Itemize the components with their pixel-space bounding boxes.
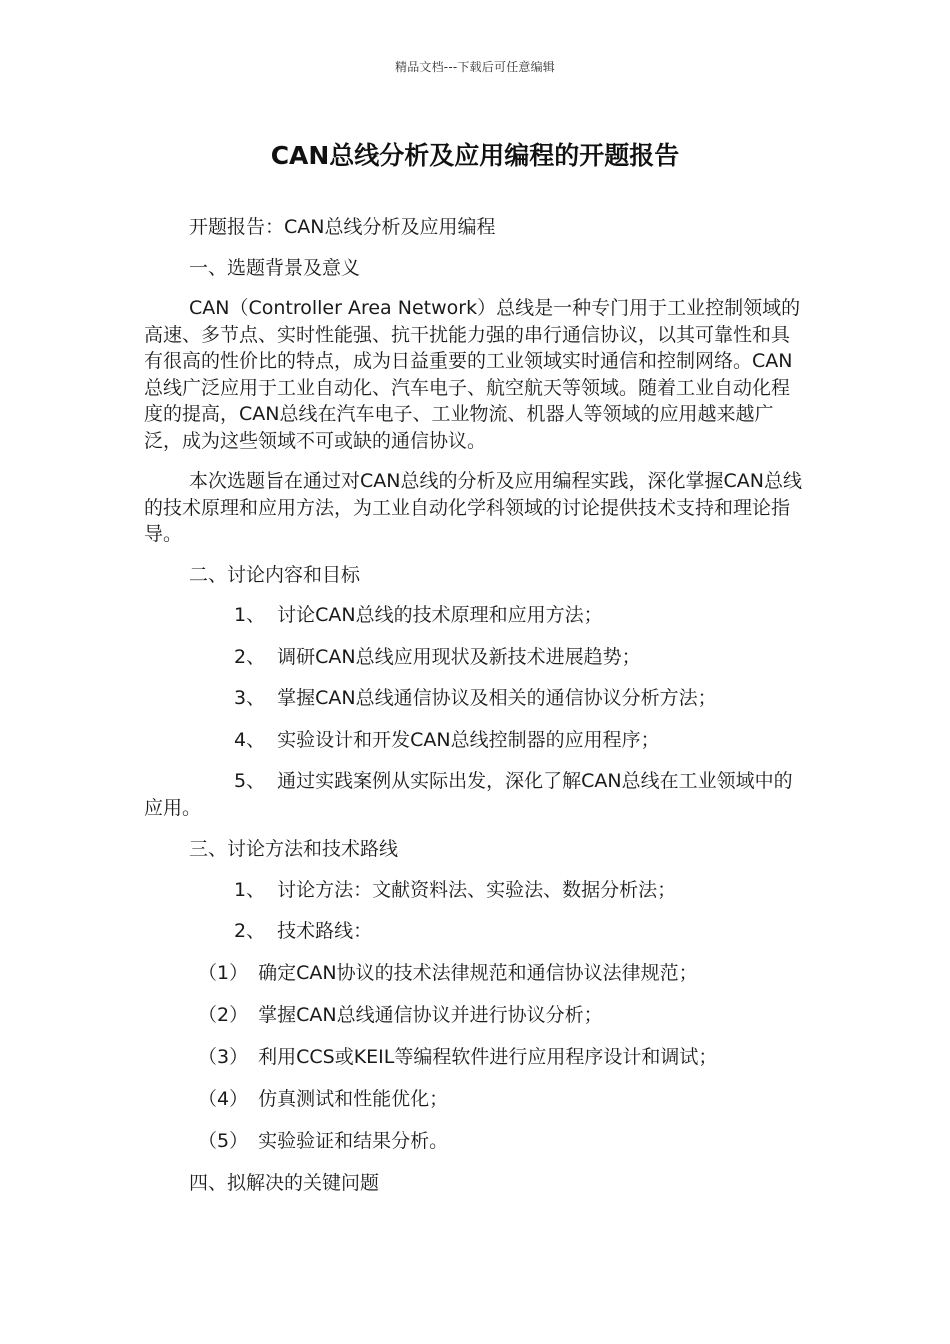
item-text: 讨论方法：文献资料法、实验法、数据分析法； [277, 878, 677, 901]
item-text: 通过实践案例从实际出发，深化了解CAN总线在工业领域中的应用。 [144, 770, 793, 819]
route-step [144, 1128, 806, 1155]
section4-heading: 四、拟解决的关键问题 [189, 1171, 380, 1194]
item-text: 讨论CAN总线的技术原理和应用方法； [277, 604, 603, 626]
step-number: （4） [198, 1087, 249, 1110]
section3-item [144, 918, 806, 945]
step-number: （2） [198, 1003, 249, 1026]
item-number: 1、 [234, 878, 266, 901]
section2-item [144, 727, 806, 754]
item-number: 2、 [234, 920, 266, 942]
header-note: 精品文档---下载后可任意编辑 [395, 60, 555, 74]
step-text: 仿真测试和性能优化； [258, 1087, 449, 1110]
section2-heading: 二、讨论内容和目标 [189, 563, 361, 586]
section2-item [144, 602, 806, 629]
step-number: （5） [198, 1129, 249, 1152]
item-number: 2、 [234, 645, 266, 668]
step-text: 利用CCS或KEIL等编程软件进行应用程序设计和调试； [258, 1045, 718, 1068]
section3-heading: 三、讨论方法和技术路线 [189, 838, 399, 860]
route-step [144, 1002, 806, 1029]
step-text: 掌握CAN总线通信协议并进行协议分析； [258, 1003, 603, 1026]
section1-paragraph-2: 本次选题旨在通过对CAN总线的分析及应用编程实践，深化掌握CAN总线的技术原理和应用方法，为工业自动化学科领域的讨论提供技术支持和理论指导。 [144, 470, 802, 545]
step-text: 实验验证和结果分析。 [258, 1129, 449, 1152]
section2-item [144, 644, 806, 671]
section1-heading: 一、选题背景及意义 [189, 256, 361, 279]
item-text: 技术路线： [277, 920, 373, 942]
section1-paragraph-1: CAN（Controller Area Network）总线是一种专门用于工业控制领域的高速、多节点、实时性能强、抗干扰能力强的串行通信协议，以其可靠性和具有很高的性价比的特点，成为日益重要的工业领域实时通信和控制网络。CAN总线广泛应用于工业自动化、汽车电子、航空航天等领域。随着工业自动化程度的提高，CAN总线在汽车电子、工业物流、机器人等领域的应用越来越广泛，成为这些领域不可或缺的通信协议。 [144, 297, 801, 452]
step-number: （1） [198, 961, 249, 984]
intro-line: 开题报告：CAN总线分析及应用编程 [189, 216, 496, 238]
item-number: 4、 [234, 728, 266, 751]
step-text: 确定CAN协议的技术法律规范和通信协议法律规范； [258, 961, 698, 984]
section3-item [144, 877, 806, 904]
item-number: 1、 [234, 604, 266, 626]
item-number: 3、 [234, 687, 266, 709]
step-number: （3） [198, 1045, 249, 1068]
section2-item [144, 685, 806, 712]
section2-item [144, 768, 806, 821]
route-step [144, 1044, 806, 1071]
document-body [144, 214, 806, 1210]
item-text: 实验设计和开发CAN总线控制器的应用程序； [277, 728, 660, 751]
route-step [144, 960, 806, 987]
item-text: 掌握CAN总线通信协议及相关的通信协议分析方法； [277, 687, 717, 709]
route-step [144, 1086, 806, 1113]
item-text: 调研CAN总线应用现状及新技术进展趋势； [277, 645, 641, 668]
item-number: 5、 [234, 770, 266, 792]
document-title: CAN总线分析及应用编程的开题报告 [270, 141, 680, 170]
